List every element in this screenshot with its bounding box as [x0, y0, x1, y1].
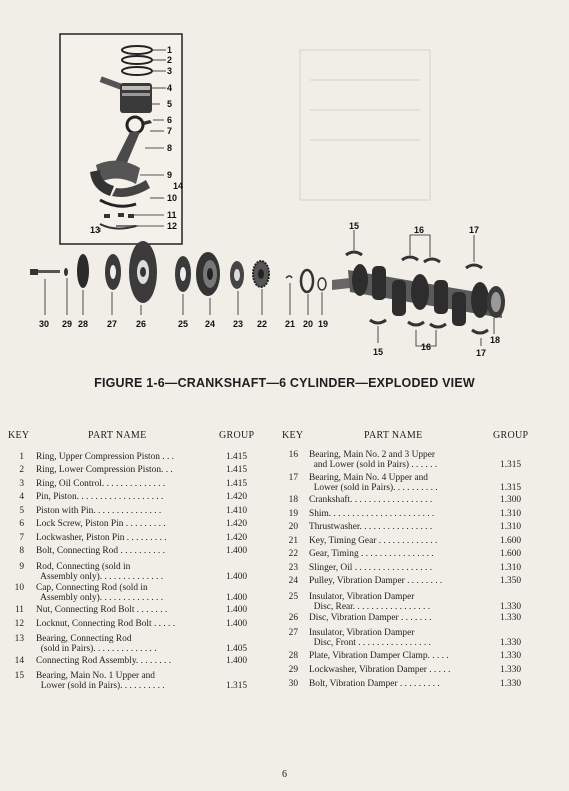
part-name: Rod, Connecting (sold in Assembly only). . . . . . . . . . . . . .: [36, 562, 164, 582]
timing-gear-key: [286, 276, 292, 278]
group-number: 1.415: [226, 479, 248, 489]
oil-slinger: [230, 261, 244, 289]
page-number: 6: [282, 769, 287, 780]
callout-label: 7: [167, 126, 173, 136]
key-number: 2: [19, 465, 24, 475]
part-name: Connecting Rod Assembly. . . . . . . .: [36, 656, 172, 666]
callout-label: 4: [167, 83, 173, 93]
key-number: 12: [14, 619, 24, 629]
key-number: 29: [288, 665, 298, 675]
part-name: Insulator, Vibration Damper Disc, Rear. . . . . . . . . . . . . . . . .: [309, 592, 431, 612]
part-name-header-left: PART NAME: [88, 430, 147, 441]
callout-label: 30: [39, 319, 50, 329]
main-bearings-upper: [346, 252, 482, 268]
part-name: Ring, Lower Compression Piston. . .: [36, 465, 173, 475]
key-number: 18: [288, 495, 298, 505]
part-name: Ring, Oil Control. . . . . . . . . . . . . .: [36, 479, 166, 489]
key-number: 3: [19, 479, 24, 489]
part-name: Key, Timing Gear . . . . . . . . . . . . .: [309, 536, 438, 546]
callout-label: 13: [90, 225, 101, 235]
callout-label: 20: [303, 319, 314, 329]
callout-label: 24: [205, 319, 216, 329]
key-number: 19: [288, 509, 298, 519]
rear-insulator: [175, 256, 191, 292]
key-number: 14: [14, 656, 24, 666]
key-number: 16: [288, 450, 298, 460]
group-number: 1.400: [226, 546, 248, 556]
damper-pulley: [196, 252, 220, 296]
key-number: 11: [14, 605, 24, 615]
callout-label: 21: [285, 319, 296, 329]
callout-label: 17: [469, 225, 480, 235]
exploded-view-illustration: [0, 0, 569, 372]
group-number: 1.330: [500, 679, 522, 689]
group-number: 1.315: [500, 460, 522, 470]
key-number: 30: [288, 679, 298, 689]
part-name: Bolt, Connecting Rod . . . . . . . . . .: [36, 546, 165, 556]
key-number: 25: [288, 592, 298, 602]
callout-label: 16: [421, 342, 432, 352]
group-number: 1.400: [226, 656, 248, 666]
group-number: 1.330: [500, 665, 522, 675]
part-name: Nut, Connecting Rod Bolt . . . . . . .: [36, 605, 168, 615]
thrustwasher: [301, 270, 313, 292]
group-number: 1.400: [226, 605, 248, 615]
group-number: 1.300: [500, 495, 522, 505]
part-name: Gear, Timing . . . . . . . . . . . . . . . .: [309, 549, 434, 559]
part-name: Thrustwasher. . . . . . . . . . . . . . . .: [309, 522, 433, 532]
group-number: 1.420: [226, 533, 248, 543]
part-name: Lock Screw, Piston Pin . . . . . . . . .: [36, 519, 166, 529]
part-name: Piston with Pin. . . . . . . . . . . . . . .: [36, 506, 162, 516]
callout-label: 9: [167, 170, 173, 180]
part-name: Pulley, Vibration Damper . . . . . . . .: [309, 576, 443, 586]
group-number: 1.400: [226, 619, 248, 629]
part-name: Insulator, Vibration Damper Disc, Front . . . . . . . . . . . . . . . .: [309, 628, 431, 648]
part-name: Slinger, Oil . . . . . . . . . . . . . . . . .: [309, 563, 433, 573]
key-number: 9: [19, 562, 24, 572]
key-number: 13: [14, 634, 24, 644]
group-number: 1.405: [226, 644, 248, 654]
group-number: 1.310: [500, 563, 522, 573]
group-number: 1.315: [226, 681, 248, 691]
part-name: Cap, Connecting Rod (sold in Assembly only). . . . . . . . . . . . . .: [36, 583, 164, 603]
key-number: 6: [19, 519, 24, 529]
callout-label: 15: [373, 347, 384, 357]
part-name: Bearing, Connecting Rod (sold in Pairs). . . . . . . . . . . . . .: [36, 634, 157, 654]
group-number: 1.400: [226, 593, 248, 603]
key-number: 8: [19, 546, 24, 556]
damper-bolt: [30, 269, 60, 275]
callout-label: 10: [167, 193, 178, 203]
key-number: 27: [288, 628, 298, 638]
group-number: 1.330: [500, 638, 522, 648]
key-number: 5: [19, 506, 24, 516]
part-name: Plate, Vibration Damper Clamp. . . . .: [309, 651, 449, 661]
part-name: Disc, Vibration Damper . . . . . . .: [309, 613, 432, 623]
callout-label: 19: [318, 319, 329, 329]
key-number: 15: [14, 671, 24, 681]
key-number: 21: [288, 536, 298, 546]
group-number: 1.310: [500, 509, 522, 519]
key-number: 7: [19, 533, 24, 543]
group-number: 1.350: [500, 576, 522, 586]
key-number: 22: [288, 549, 298, 559]
key-number: 23: [288, 563, 298, 573]
group-number: 1.420: [226, 492, 248, 502]
callout-label: 15: [349, 221, 360, 231]
callout-label: 11: [167, 210, 177, 220]
key-number: 20: [288, 522, 298, 532]
part-name: Lockwasher, Piston Pin . . . . . . . . .: [36, 533, 167, 543]
part-name: Bearing, Main No. 1 Upper and Lower (sold in Pairs). . . . . . . . . .: [36, 671, 165, 691]
crankshaft: [332, 264, 505, 326]
callout-label: 5: [167, 99, 173, 109]
part-name: Lockwasher, Vibration Damper . . . . .: [309, 665, 451, 675]
piston: [120, 83, 152, 113]
group-number: 1.600: [500, 536, 522, 546]
callout-label: 26: [136, 319, 147, 329]
group-number: 1.600: [500, 549, 522, 559]
group-number: 1.310: [500, 522, 522, 532]
callout-label: 18: [490, 335, 501, 345]
callout-label: 6: [167, 115, 173, 125]
clamp-plate: [77, 254, 89, 288]
callout-label: 2: [167, 55, 173, 65]
group-number: 1.315: [500, 483, 522, 493]
group-number: 1.330: [500, 613, 522, 623]
lockwasher: [64, 268, 68, 276]
callout-label: 12: [167, 221, 178, 231]
part-name: Bolt, Vibration Damper . . . . . . . . .: [309, 679, 440, 689]
callout-label: 8: [167, 143, 173, 153]
callout-label: 1: [167, 45, 173, 55]
part-name: Bearing, Main No. 4 Upper and Lower (sold in Pairs). . . . . . . . . .: [309, 473, 438, 493]
group-number: 1.415: [226, 452, 248, 462]
group-number: 1.420: [226, 519, 248, 529]
key-number: 28: [288, 651, 298, 661]
callout-label: 23: [233, 319, 244, 329]
group-number: 1.410: [226, 506, 248, 516]
group-header-right: GROUP: [493, 430, 529, 441]
part-name: Pin, Piston. . . . . . . . . . . . . . . . . . .: [36, 492, 164, 502]
bleed-through-marks: [300, 50, 430, 200]
key-number: 10: [14, 583, 24, 593]
callout-label: 14: [173, 181, 184, 191]
part-name: Crankshaft. . . . . . . . . . . . . . . . . .: [309, 495, 433, 505]
front-insulator: [105, 254, 121, 290]
callout-label: 29: [62, 319, 73, 329]
shim: [318, 278, 326, 290]
group-number: 1.400: [226, 572, 248, 582]
key-number: 4: [19, 492, 24, 502]
callout-label: 27: [107, 319, 118, 329]
callout-label: 16: [414, 225, 425, 235]
key-number: 17: [288, 473, 298, 483]
key-header-right: KEY: [282, 430, 304, 441]
part-name: Bearing, Main No. 2 and 3 Upper and Lower (sold in Pairs) . . . . . .: [309, 450, 438, 470]
inset-frame: [60, 34, 182, 244]
timing-gear: [253, 261, 269, 287]
key-header-left: KEY: [8, 430, 30, 441]
part-name: Locknut, Connecting Rod Bolt . . . . .: [36, 619, 176, 629]
callout-label: 22: [257, 319, 268, 329]
group-number: 1.415: [226, 465, 248, 475]
callout-label: 25: [178, 319, 189, 329]
part-name: Ring, Upper Compression Piston . . .: [36, 452, 175, 462]
part-name: Shim. . . . . . . . . . . . . . . . . . . . . . .: [309, 509, 435, 519]
main-bearings-lower: [370, 320, 488, 333]
callout-label: 17: [476, 348, 487, 358]
group-number: 1.330: [500, 602, 522, 612]
figure-caption: FIGURE 1-6—CRANKSHAFT—6 CYLINDER—EXPLODED VIEW: [94, 376, 475, 390]
callout-label: 3: [167, 66, 173, 76]
damper-disc: [129, 241, 157, 303]
key-number: 1: [19, 452, 24, 462]
key-number: 24: [288, 576, 298, 586]
group-number: 1.330: [500, 651, 522, 661]
part-name-header-right: PART NAME: [364, 430, 423, 441]
key-number: 26: [288, 613, 298, 623]
callout-label: 28: [78, 319, 89, 329]
group-header-left: GROUP: [219, 430, 255, 441]
